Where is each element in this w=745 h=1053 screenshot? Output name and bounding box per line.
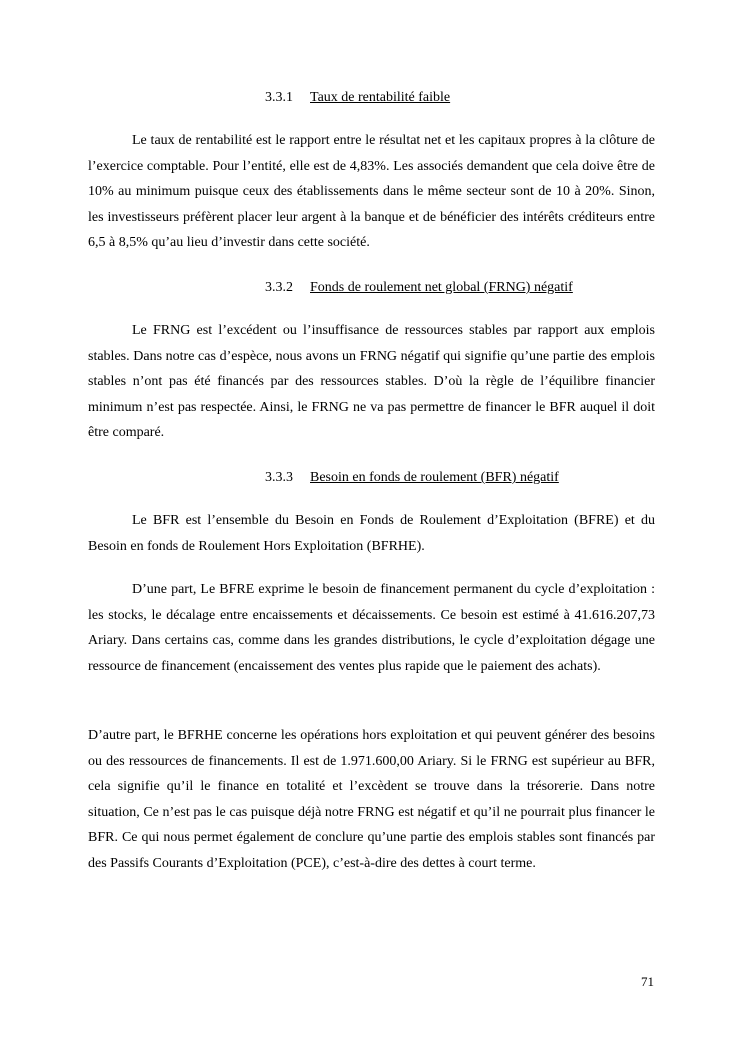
section-heading-3-3-2 bbox=[265, 279, 573, 297]
section-number: 3.3.1 bbox=[265, 90, 293, 105]
section-title: Besoin en fonds de roulement (BFR) négatif bbox=[310, 470, 559, 485]
page-number: 71 bbox=[641, 974, 654, 989]
section-heading-3-3-1 bbox=[265, 89, 450, 107]
section-number: 3.3.2 bbox=[265, 280, 293, 295]
section-heading-3-3-3 bbox=[265, 469, 559, 487]
section-title: Taux de rentabilité faible bbox=[310, 90, 451, 105]
paragraph: Le taux de rentabilité est le rapport entre le résultat net et les capitaux propres à la clôture de l’exercice comptable. Pour l’entité, elle est de 4,83%. Les associés demandent que cela doive être de 10% au minimum puisque ceux des établissements dans le même secteur sont de 10 à 20%. Sinon, les investisseurs préfèrent placer leur argent à la banque et de bénéficier des intérêts créditeurs entre 6,5 à 8,5% qu’au lieu d’investir dans cette société. bbox=[88, 133, 655, 250]
paragraph: Le FRNG est l’excédent ou l’insuffisance de ressources stables par rapport aux emplois stables. Dans notre cas d’espèce, nous avons un FRNG négatif qui signifie qu’une partie des emplois stables n’ont pas été financés par des ressources stables. D’où la règle de l’équilibre financier minimum n’est pas respectée. Ainsi, le FRNG ne va pas permettre de financer le BFR auquel il doit être comparé. bbox=[88, 323, 655, 440]
paragraph: Le BFR est l’ensemble du Besoin en Fonds de Roulement d’Exploitation (BFRE) et du Besoin en fonds de Roulement Hors Exploitation (BFRHE). bbox=[88, 513, 655, 554]
paragraph: D’une part, Le BFRE exprime le besoin de financement permanent du cycle d’exploitation : les stocks, le décalage entre encaissements et décaissements. Ce besoin est estimé à 41.616.207,73 Ariary. Dans certains cas, comme dans les grandes distributions, le cycle d’exploitation dégage une ressource de financement (encaissement des ventes plus rapide que le paiement des achats). bbox=[88, 582, 655, 674]
paragraph: D’autre part, le BFRHE concerne les opérations hors exploitation et qui peuvent générer des besoins ou des ressources de financements. Il est de 1.971.600,00 Ariary. Si le FRNG est supérieur au BFR, cela signifie qu’il le finance en totalité et l’excèdent se trouve dans la trésorerie. Dans notre situation, Ce n’est pas le cas puisque déjà notre FRNG est négatif et qu’il ne pourrait plus financer le BFR. Ce qui nous permet également de conclure qu’une partie des emplois stables sont financés par des Passifs Courants d’Exploitation (PCE), c’est-à-dire des dettes à court terme. bbox=[88, 728, 655, 871]
section-title: Fonds de roulement net global (FRNG) négatif bbox=[310, 280, 573, 295]
section-number: 3.3.3 bbox=[265, 470, 293, 485]
